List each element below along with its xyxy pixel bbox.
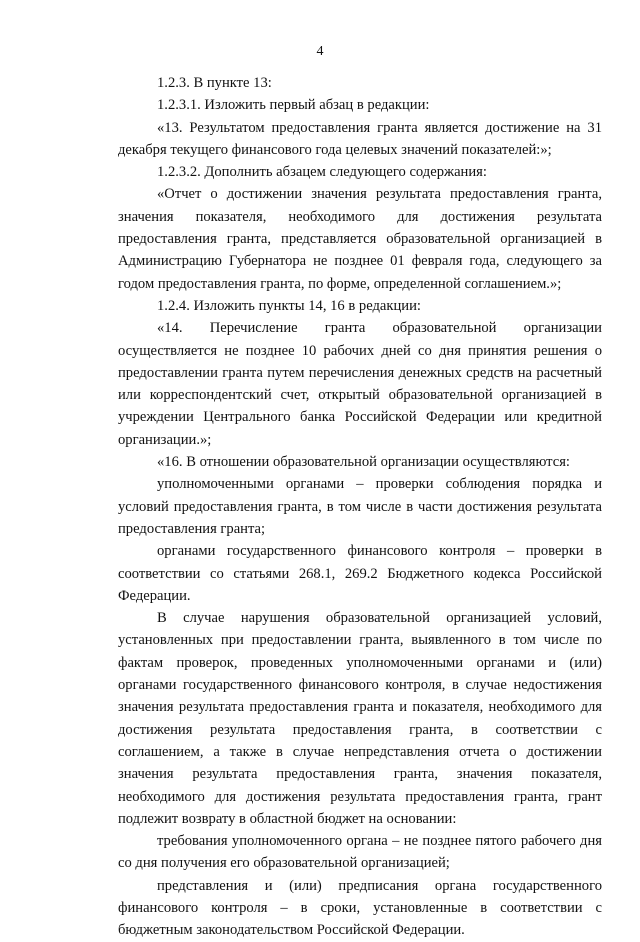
document-body — [118, 72, 602, 942]
paragraph-item-1-2-3-1: 1.2.3.1. Изложить первый абзац в редакции: — [157, 97, 430, 114]
paragraph-report-text: «Отчет о достижении значения результата предоставления гранта, значения показателя, необходимого для достижения результата предоставления гранта, представляется образовательной организацией в Администрацию Губернатора не позднее 01 февраля года, следующего за годом предоставления гранта, по форме, определенной соглашением.»; — [118, 186, 602, 292]
paragraph-presentation: представления и (или) предписания органа государственного финансового контроля – в сроки, установленные в соответствии с бюджетным законодательством Российской Федерации. — [118, 877, 602, 939]
paragraph-violation-case: В случае нарушения образовательной организацией условий, установленных при предоставлении гранта, выявленного в том числе по фактам проверок, проведенных уполномоченными органами и (или) органами государственного финансового контроля, в случае недостижения значения результата предоставления гранта и показателя, необходимого для достижения результата предоставления гранта, в соответствии с соглашением, а также в случае непредставления отчета о достижении значения результата предоставления гранта, значения показателя, необходимого для достижения результата предоставления гранта, грант подлежит возврату в областной бюджет на основании: — [118, 610, 602, 827]
paragraph-authorized-bodies: уполномоченными органами – проверки соблюдения порядка и условий предоставления гранта, в том числе в части достижения результата предоставления гранта; — [118, 476, 602, 537]
paragraph-item-1-2-3: 1.2.3. В пункте 13: — [157, 75, 272, 91]
paragraph-item-1-2-3-2: 1.2.3.2. Дополнить абзацем следующего содержания: — [157, 164, 487, 181]
paragraph-requirement: требования уполномоченного органа – не позднее пятого рабочего дня со дня получения его образовательной организацией; — [118, 833, 602, 872]
paragraph-item-1-2-4: 1.2.4. Изложить пункты 14, 16 в редакции: — [157, 297, 421, 314]
paragraph-state-control-bodies: органами государственного финансового контроля – проверки в соответствии со статьями 268.1, 269.2 Бюджетного кодекса Российской Федерации. — [118, 543, 602, 604]
paragraph-point-13-text: «13. Результатом предоставления гранта является достижение на 31 декабря текущего финансового года целевых значений показателей:»; — [118, 119, 602, 158]
paragraph-point-16-text: «16. В отношении образовательной организации осуществляются: — [157, 454, 570, 471]
paragraph-point-14-text: «14. Перечисление гранта образовательной организации осуществляется не позднее 10 рабочих дней со дня принятия решения о предоставлении гранта путем перечисления денежных средств на расчетный или корреспондентский счет, открытый образовательной организацией в учреждении Центрального банка Российской Федерации или кредитной организации.»; — [118, 320, 602, 448]
page-number: 4 — [316, 44, 324, 59]
